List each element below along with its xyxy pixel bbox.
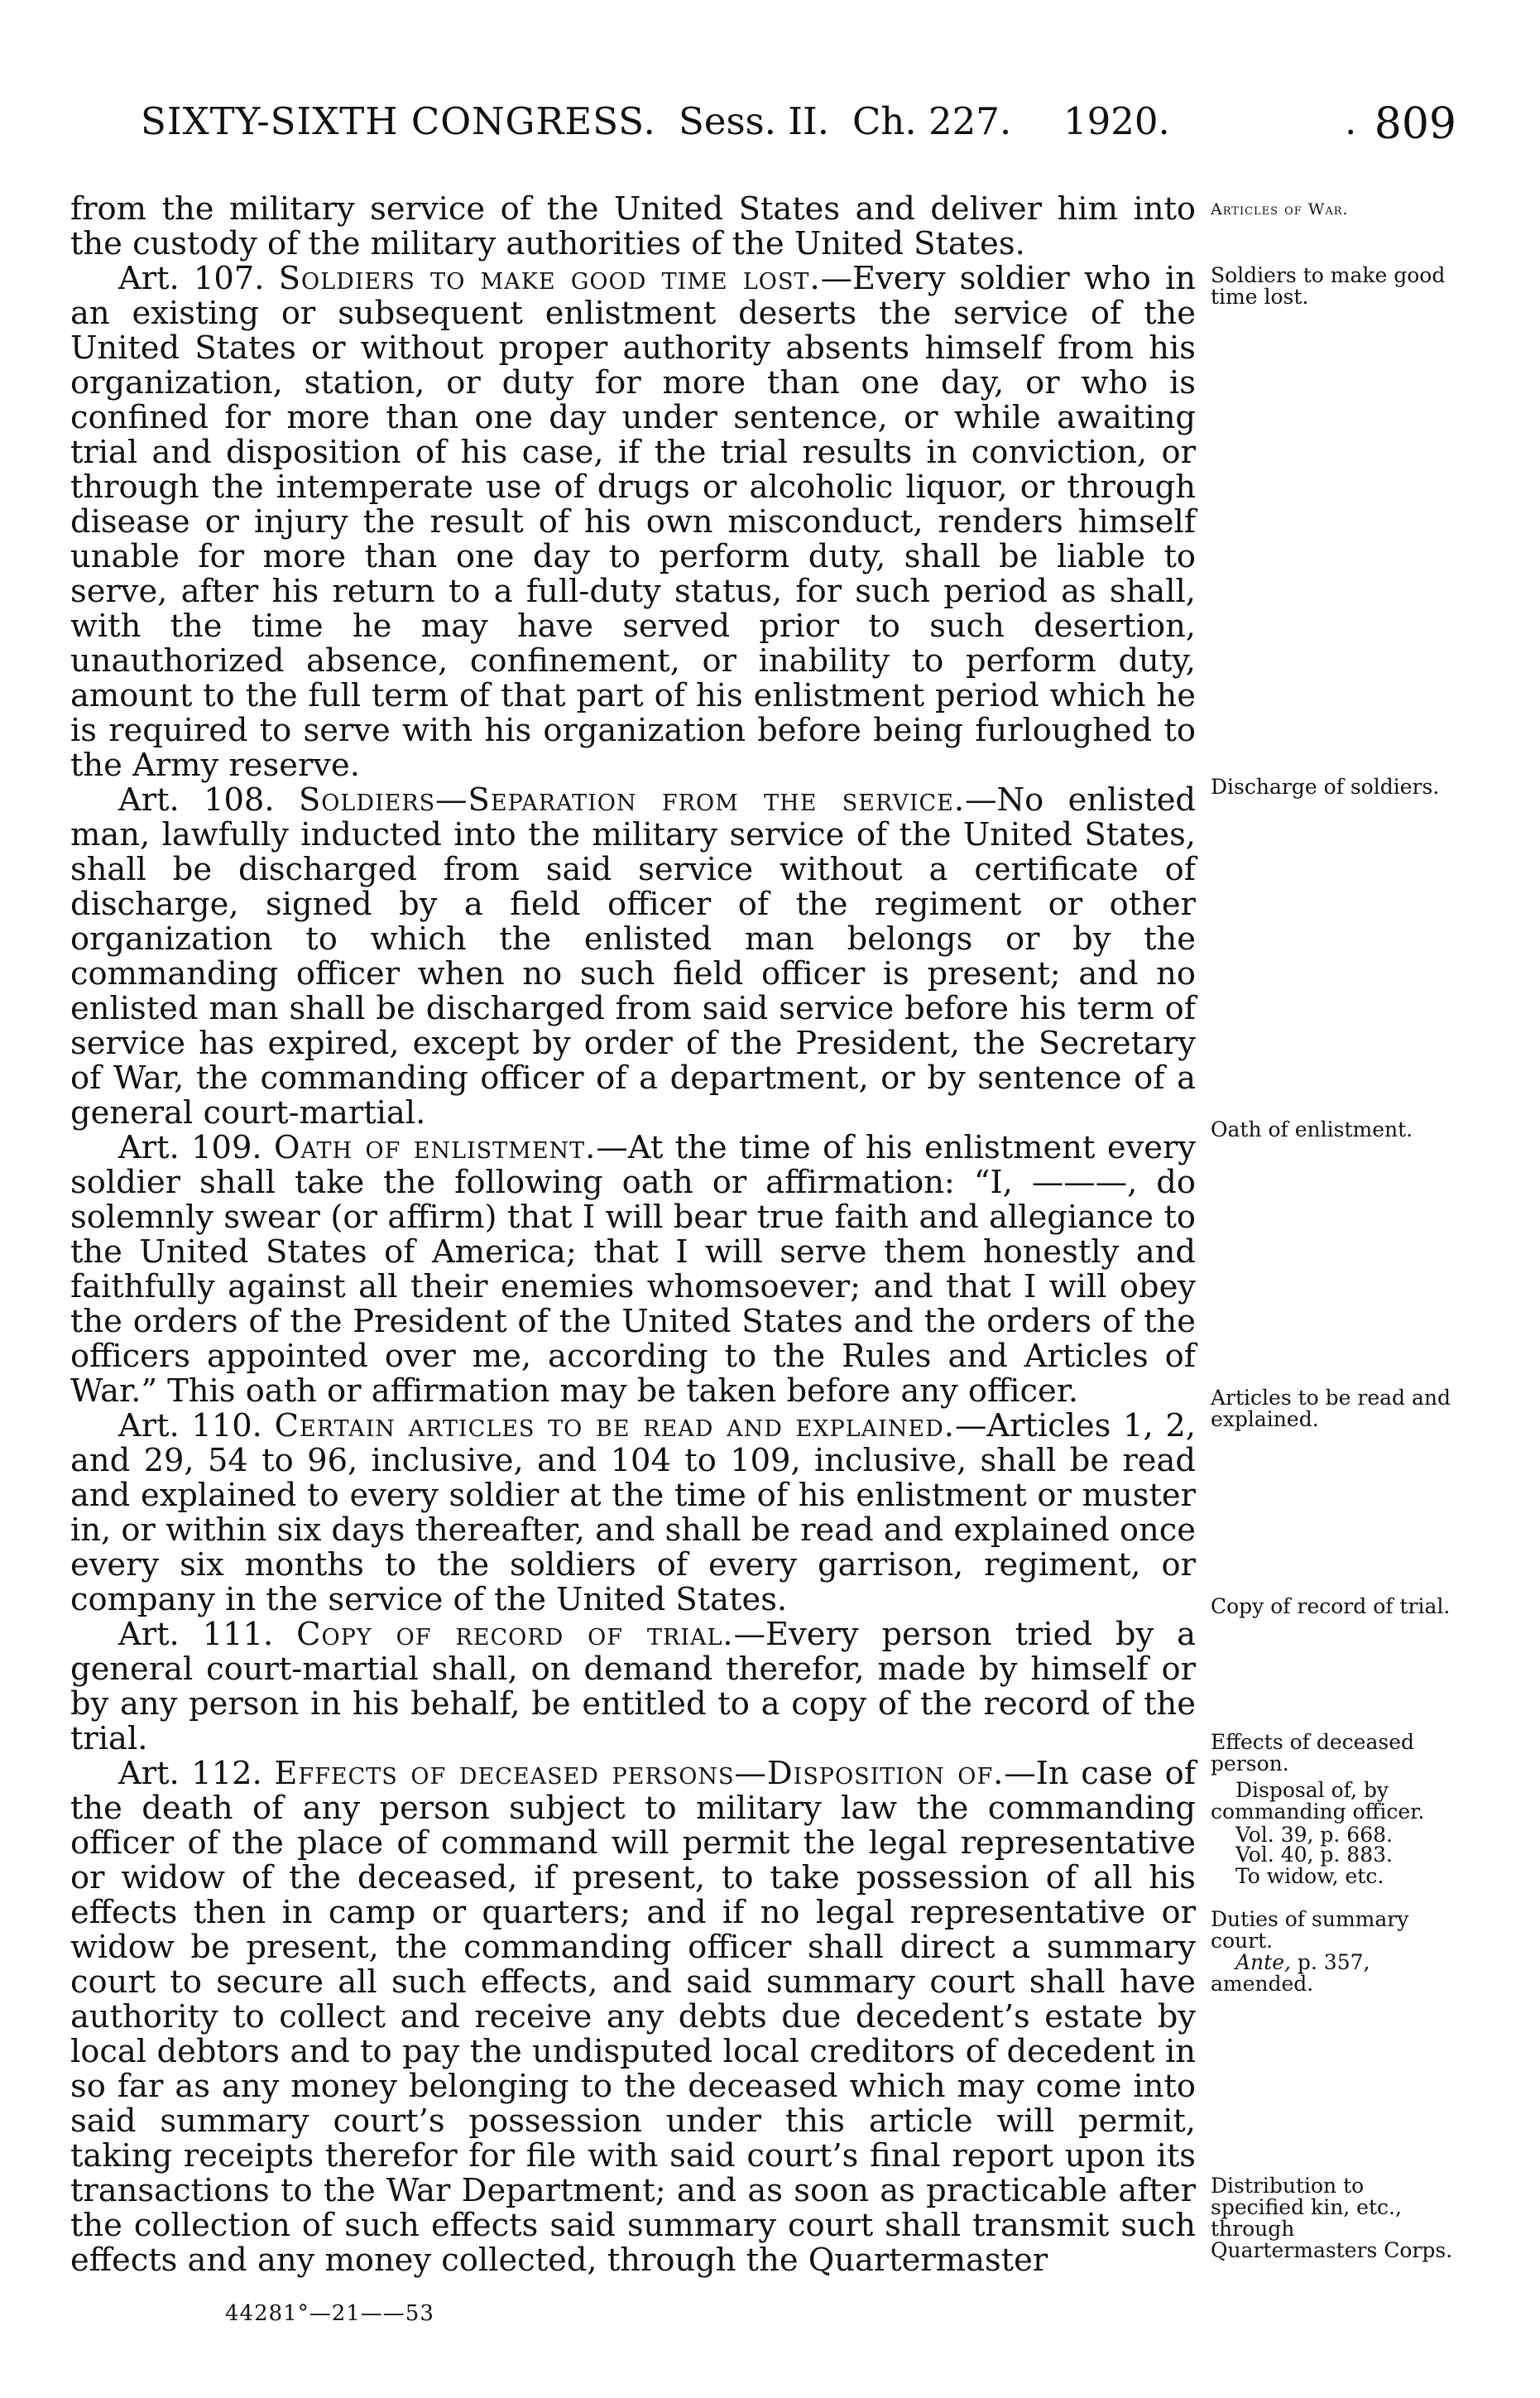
article-title: Soldiers—Separation from the service. <box>298 781 966 819</box>
printer-code: 44281°—21——53 <box>225 2301 434 2326</box>
margin-note-effects: Effects of deceased person. <box>1211 1730 1415 1776</box>
margin-note-to-widow: To widow, etc. <box>1235 1864 1384 1888</box>
page-header <box>141 99 1456 166</box>
article-number: Art. 111. <box>118 1616 274 1653</box>
article-number: Art. 107. <box>118 260 265 297</box>
article-text: —Articles 1, 2, and 29, 54 to 96, inclusive, and 104 to 109, inclusive, shall be read and explained to every soldier at the time of his enlistment or muster in, or within six days thereafter, and shall be read and explained once every six months to the soldiers of every garrison, regiment, or company in the service of the United States. <box>70 1407 1196 1618</box>
article-109 <box>70 1131 1196 1409</box>
article-text: —Every soldier who in an existing or subsequent enlistment deserts the service of the United States or without proper authority absents himself from his organization, station, or duty for more than one day, or who is confined for more than one day under sentence, or while awaiting trial and disposition of his case, if the trial results in conviction, or through the intemperate use of drugs or alcoholic liquor, or through disease or injury the result of his own misconduct, renders himself unable for more than one day to perform duty, shall be liable to serve, after his return to a full-duty status, for such period as shall, with the time he may have served prior to such desertion, unauthorized absence, confinement, or inability to perform duty, amount to the full term of that part of his enlistment period which he is required to serve with his organization before being furloughed to the Army reserve. <box>70 260 1196 784</box>
article-title: Copy of record of trial. <box>296 1616 734 1653</box>
article-number: Art. 110. <box>118 1407 262 1444</box>
margin-note-discharge: Discharge of soldiers. <box>1211 775 1440 799</box>
margin-note-vol40: Vol. 40, p. 883. <box>1235 1843 1393 1867</box>
chapter-label: Ch. 227. <box>852 99 1012 143</box>
article-text: —In case of the death of any person subject to military law the commanding officer of the place of command will permit the legal representative or widow of the deceased, if present, to take possession of all his effects then in camp or quarters; and if no legal representative or widow be present, the commanding officer shall direct a summary court to secure all such effects, and said summary court shall have authority to collect and receive any debts due decedent’s estate by local debtors and to pay the undisputed local creditors of decedent in so far as any money belonging to the deceased which may come into said summary court’s possession under this article will permit, taking receipts therefor for file with said court’s final report upon its transactions to the War Department; and as soon as practicable after the collection of such effects said summary court shall transmit such effects and any money collected, through the Quartermaster <box>70 1755 1197 2279</box>
article-number: Art. 112. <box>118 1755 262 1792</box>
article-title: Soldiers to make good time lost. <box>278 260 821 297</box>
article-text: —Every person tried by a general court-martial shall, on demand therefor, made by himself or by any person in his behalf, be entitled to a copy of the record of the trial. <box>70 1616 1197 1757</box>
margin-note-ante: Ante, p. 357, amended. <box>1211 1950 1370 1996</box>
article-title: Oath of enlistment. <box>274 1129 597 1166</box>
page-number: 809 <box>1374 99 1456 149</box>
article-110 <box>70 1409 1196 1617</box>
margin-note-duties-summary: Duties of summary court. <box>1211 1907 1409 1953</box>
article-112 <box>70 1756 1196 2278</box>
article-number: Art. 109. <box>118 1129 262 1166</box>
article-107 <box>70 262 1196 783</box>
header-dot: . <box>1345 99 1357 143</box>
article-text: —No enlisted man, lawfully inducted into the military service of the United States, shall be discharged from said service without a certificate of discharge, signed by a field officer of the regiment or other organization to which the enlisted man belongs or by the commanding officer when no such field officer is present; and no enlisted man shall be discharged from said service before his term of service has expired, except by order of the President, the Secretary of War, the commanding officer of a department, or by sentence of a general court-martial. <box>70 781 1196 1132</box>
main-text <box>70 192 1196 2278</box>
margin-note-soldiers-make-good: Soldiers to make good time lost. <box>1211 263 1446 309</box>
margin-note-articles-of-war: Articles of War. <box>1211 200 1349 219</box>
margin-note-disposal: Disposal of, by commanding officer. <box>1211 1778 1425 1824</box>
article-108 <box>70 783 1196 1131</box>
article-number: Art. 108. <box>118 781 275 819</box>
running-title: SIXTY-SIXTH CONGRESS. <box>141 99 656 143</box>
year-label: 1920. <box>1063 99 1170 143</box>
margin-note-copy-record: Copy of record of trial. <box>1211 1594 1451 1618</box>
article-text: —At the time of his enlistment every soldier shall take the following oath or affirmation: “I, ———, do solemnly swear (or affirm) that I will bear true faith and allegiance to the United States of America; that I will serve them honestly and faithfully against all their enemies whomsoever; and that I will obey the orders of the President of the United States and the orders of the officers appointed over me, according to the Rules and Articles of War.” This oath or affirmation may be taken before any officer. <box>70 1129 1196 1410</box>
article-title: Effects of deceased persons—Disposition of. <box>274 1755 1005 1792</box>
margin-note-distribution: Distribution to specified kin, etc., through Quartermasters Corps. <box>1211 2174 1453 2262</box>
article-title: Certain articles to be read and explained. <box>274 1407 955 1444</box>
margin-note-vol39: Vol. 39, p. 668. <box>1235 1823 1393 1847</box>
session-label: Sess. II. <box>679 99 830 143</box>
article-111 <box>70 1617 1196 1756</box>
continuation-paragraph: from the military service of the United States and deliver him into the custody of the military authorities of the United States. <box>70 190 1196 262</box>
margin-note-articles-read: Articles to be read and explained. <box>1211 1386 1451 1431</box>
margin-note-oath: Oath of enlistment. <box>1211 1117 1413 1141</box>
